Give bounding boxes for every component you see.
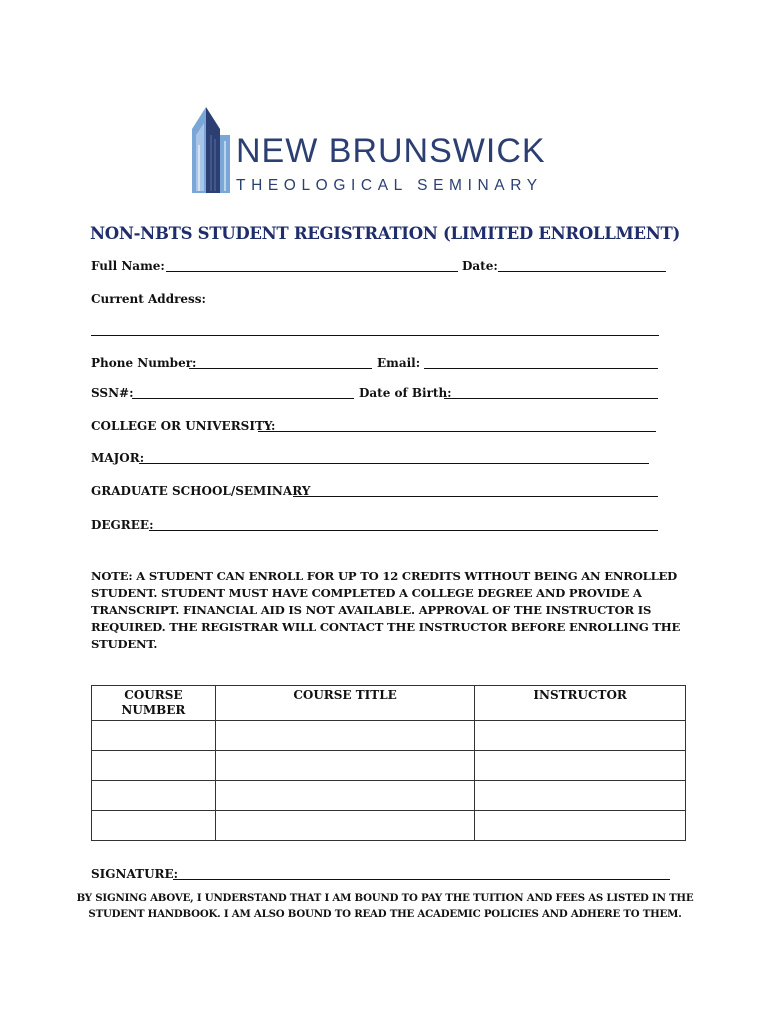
college-field[interactable] (258, 431, 656, 432)
logo-subtitle: THEOLOGICAL SEMINARY (236, 177, 543, 194)
college-label: COLLEGE OR UNIVERSITY: (91, 419, 276, 433)
note-line: TRANSCRIPT. FINANCIAL AID IS NOT AVAILABLE. APPROVAL OF THE INSTRUCTOR IS (91, 603, 652, 617)
email-label: Email: (377, 356, 421, 370)
current-address-label: Current Address: (91, 292, 206, 306)
course-title-header: COURSE TITLE (215, 686, 474, 721)
course-number-cell[interactable] (92, 721, 216, 751)
note-line: REQUIRED. THE REGISTRAR WILL CONTACT THE INSTRUCTOR BEFORE ENROLLING THE (91, 620, 681, 634)
grad-school-field[interactable] (293, 496, 658, 497)
footer-line: BY SIGNING ABOVE, I UNDERSTAND THAT I AM BOUND TO PAY THE TUITION AND FEES AS LISTED IN THE (76, 892, 694, 904)
note-line: STUDENT. (91, 637, 158, 651)
signature-label: SIGNATURE: (91, 867, 179, 881)
course-title-cell[interactable] (215, 751, 474, 781)
current-address-field[interactable] (91, 335, 659, 336)
instructor-cell[interactable] (475, 721, 686, 751)
degree-field[interactable] (149, 530, 658, 531)
table-row (92, 721, 686, 751)
dob-label: Date of Birth: (359, 386, 452, 400)
course-title-cell[interactable] (215, 721, 474, 751)
date-field[interactable] (498, 271, 666, 272)
full-name-field[interactable] (166, 271, 458, 272)
full-name-label: Full Name: (91, 259, 165, 273)
enrollment-note (91, 568, 681, 653)
course-number-header: COURSE NUMBER (92, 686, 216, 721)
course-number-cell[interactable] (92, 751, 216, 781)
signature-field[interactable] (173, 879, 670, 880)
course-number-cell[interactable] (92, 811, 216, 841)
note-line: STUDENT. STUDENT MUST HAVE COMPLETED A COLLEGE DEGREE AND PROVIDE A (91, 586, 642, 600)
table-row (92, 781, 686, 811)
phone-field[interactable] (189, 368, 372, 369)
instructor-header: INSTRUCTOR (475, 686, 686, 721)
seminary-logo (190, 105, 570, 197)
major-field[interactable] (139, 463, 649, 464)
course-number-cell[interactable] (92, 781, 216, 811)
course-table (91, 685, 686, 841)
note-line: NOTE: A STUDENT CAN ENROLL FOR UP TO 12 CREDITS WITHOUT BEING AN ENROLLED (91, 569, 678, 583)
ssn-field[interactable] (132, 398, 354, 399)
form-title: NON-NBTS STUDENT REGISTRATION (LIMITED ENROLLMENT) (90, 224, 680, 243)
instructor-cell[interactable] (475, 781, 686, 811)
ssn-label: SSN#: (91, 386, 134, 400)
major-label: MAJOR: (91, 451, 145, 465)
email-field[interactable] (424, 368, 658, 369)
date-label: Date: (462, 259, 498, 273)
table-header-row (92, 686, 686, 721)
footer-line: STUDENT HANDBOOK. I AM ALSO BOUND TO READ THE ACADEMIC POLICIES AND ADHERE TO THEM. (88, 908, 682, 920)
table-row (92, 751, 686, 781)
course-title-cell[interactable] (215, 781, 474, 811)
phone-label: Phone Number: (91, 356, 197, 370)
grad-school-label: GRADUATE SCHOOL/SEMINARY (91, 484, 311, 498)
instructor-cell[interactable] (475, 811, 686, 841)
table-row (92, 811, 686, 841)
logo-name: NEW BRUNSWICK (236, 132, 546, 170)
instructor-cell[interactable] (475, 751, 686, 781)
signature-acknowledgement (0, 890, 770, 922)
dob-field[interactable] (444, 398, 658, 399)
degree-label: DEGREE: (91, 518, 154, 532)
course-title-cell[interactable] (215, 811, 474, 841)
building-icon (190, 105, 234, 197)
